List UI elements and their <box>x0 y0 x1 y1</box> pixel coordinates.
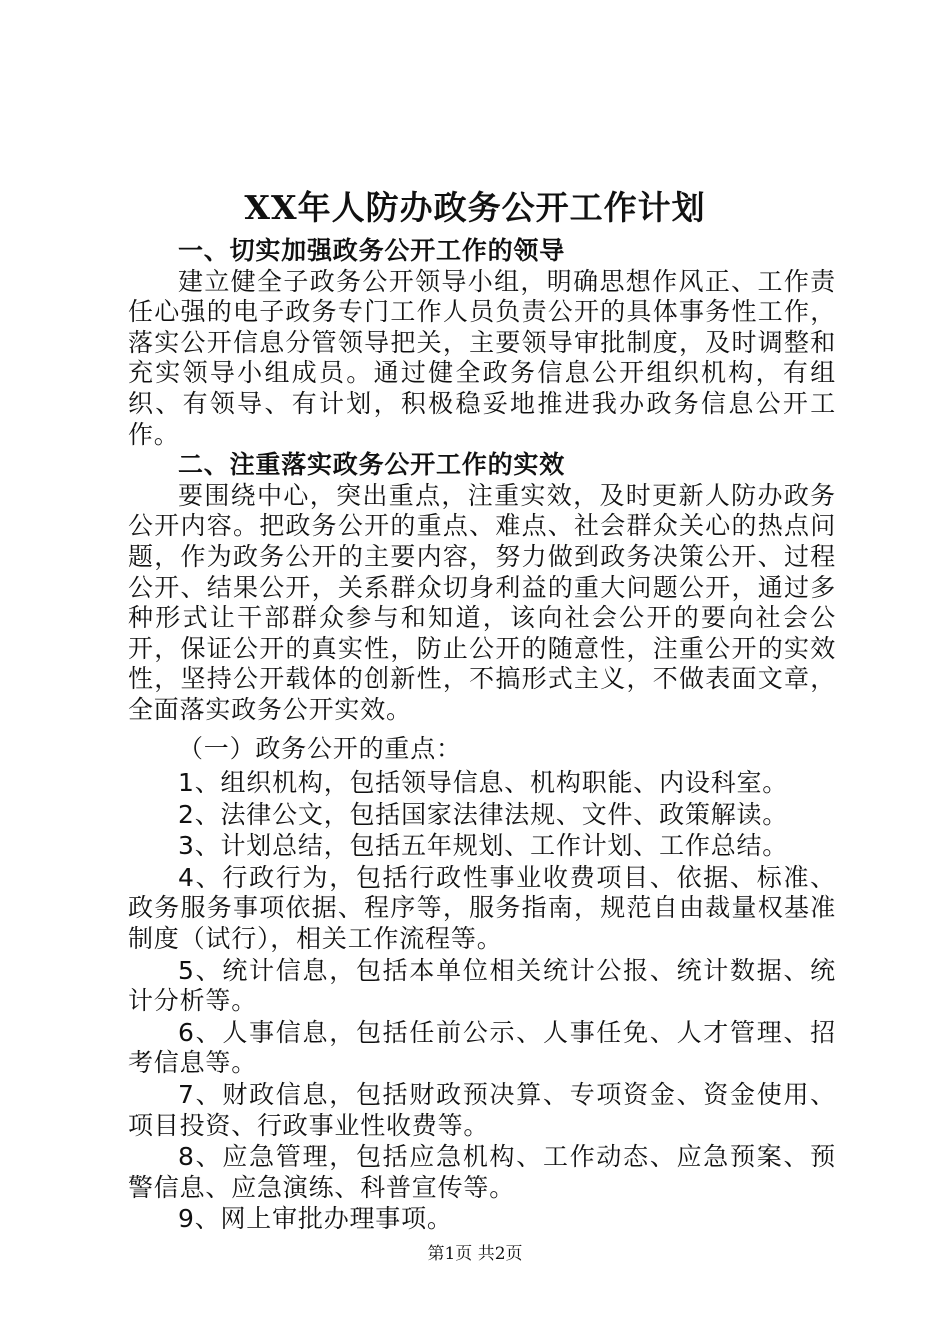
section-1-paragraph: 建立健全子政务公开领导小组，明确思想作风正、工作责任心强的电子政务专门工作人员负责公开的具体事务性工作，落实公开信息分管领导把关，主要领导审批制度，及时调整和充实领导小组成员。通过健全政务信息公开组织机构，有组织、有领导、有计划，积极稳妥地推进我办政务信息公开工作。 <box>128 266 836 449</box>
list-item: 6、人事信息，包括任前公示、人事任免、人才管理、招考信息等。 <box>128 1017 836 1078</box>
section-1-heading: 一、切实加强政务公开工作的领导 <box>178 236 566 265</box>
list-item: 9、网上审批办理事项。 <box>178 1204 453 1234</box>
section-2-paragraph: 要围绕中心，突出重点，注重实效，及时更新人防办政务公开内容。把政务公开的重点、难点、社会群众关心的热点问题，作为政务公开的主要内容，努力做到政务决策公开、过程公开、结果公开，关系群众切身利益的重大问题公开，通过多种形式让干部群众参与和知道，该向社会公开的要向社会公开，保证公开的真实性，防止公开的随意性，注重公开的实效性，坚持公开载体的创新性，不搞形式主义，不做表面文章，全面落实政务公开实效。 <box>128 480 836 724</box>
list-item: 4、行政行为，包括行政性事业收费项目、依据、标准、政务服务事项依据、程序等，服务指南，规范自由裁量权基准制度（试行），相关工作流程等。 <box>128 862 836 954</box>
document-title: XX年人防办政务公开工作计划 <box>244 188 706 227</box>
list-item: 3、计划总结，包括五年规划、工作计划、工作总结。 <box>178 831 789 861</box>
list-item: 5、统计信息，包括本单位相关统计公报、统计数据、统计分析等。 <box>128 955 836 1016</box>
list-item: 7、财政信息，包括财政预决算、专项资金、资金使用、项目投资、行政事业性收费等。 <box>128 1080 836 1140</box>
document-body <box>128 236 836 1236</box>
list-item: 1、组织机构，包括领导信息、机构职能、内设科室。 <box>178 768 789 798</box>
list-item: 2、法律公文，包括国家法律法规、文件、政策解读。 <box>178 799 789 829</box>
page-number-footer: 第1页 共2页 <box>427 1244 523 1264</box>
key-points-list <box>128 768 836 1235</box>
list-item: 8、应急管理，包括应急机构、工作动态、应急预案、预警信息、应急演练、科普宣传等。 <box>128 1142 836 1202</box>
key-points-subheading: （一）政务公开的重点： <box>178 733 462 763</box>
section-2-heading: 二、注重落实政务公开工作的实效 <box>178 450 566 480</box>
